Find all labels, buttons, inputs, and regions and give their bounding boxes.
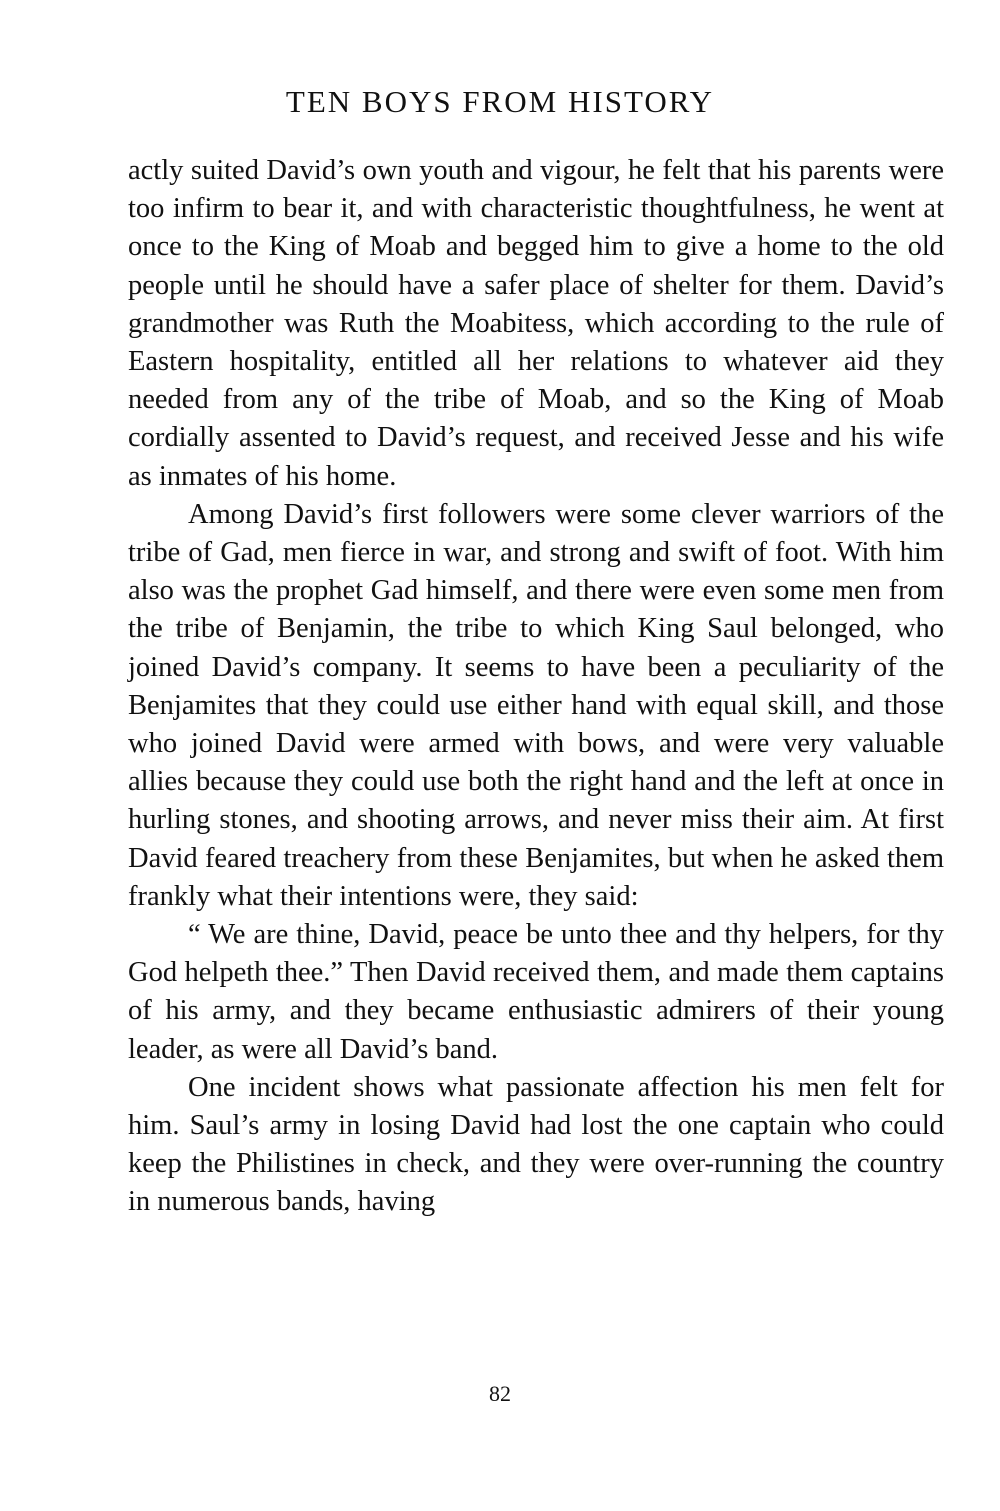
page-number: 82	[489, 1381, 511, 1406]
paragraph-continuation: actly suited David’s own youth and vigour, he felt that his parents were too infirm to bear it, and with characteristic thoughtfulness, he went at once to the King of Moab and begged him to give a home to the old people until he should have a safer place of shelter for them. David’s grandmother was Ruth the Moabitess, which according to the rule of Eastern hospitality, entitled all her relations to whatever aid they needed from any of the tribe of Moab, and so the King of Moab cordially assented to David’s request, and received Jesse and his wife as inmates of his home.	[128, 155, 944, 492]
paragraph: “ We are thine, David, peace be unto thee and thy helpers, for thy God helpeth thee.” Then David received them, and made them captains of his army, and they became enthusiastic admirers of their young leader, as were all David’s band.	[128, 919, 944, 1065]
running-head: TEN BOYS FROM HISTORY	[285, 84, 715, 119]
paragraph: Among David’s first followers were some clever warriors of the tribe of Gad, men fierce in war, and strong and swift of foot. With him also was the prophet Gad himself, and there were even some men from the tribe of Benjamin, the tribe to which King Saul belonged, who joined David’s company. It seems to have been a peculiarity of the Benjamites that they could use either hand with equal skill, and those who joined David were armed with bows, and were very valuable allies because they could use both the right hand and the left at once in hurling stones, and shooting arrows, and never miss their aim. At first David feared treachery from these Benjamites, but when he asked them frankly what their intentions were, they said:	[128, 498, 944, 912]
paragraph: One incident shows what passionate affection his men felt for him. Saul’s army in losing David had lost the one captain who could keep the Philistines in check, and they were over-running the country in numerous bands, having	[128, 1071, 944, 1218]
body-text	[128, 152, 944, 1222]
